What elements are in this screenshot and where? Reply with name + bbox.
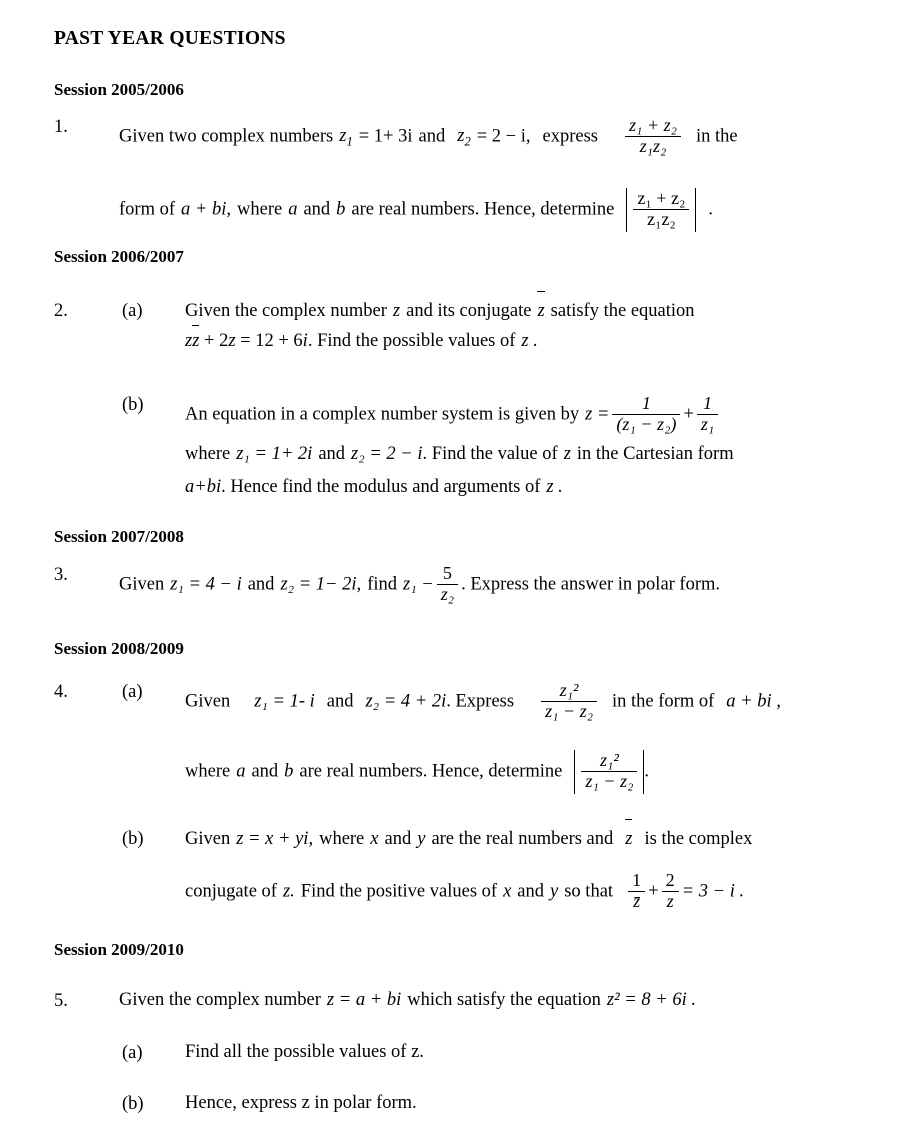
question-4-number: 4. bbox=[54, 682, 68, 702]
q4a-and-2: and bbox=[251, 761, 279, 782]
q3-expr-lhs: z₁ − bbox=[403, 574, 434, 595]
question-2a-line-2 bbox=[185, 331, 538, 351]
q2b-fraction-1 bbox=[612, 394, 680, 434]
q1-text-c: express bbox=[542, 126, 598, 147]
q4b-var-y: y bbox=[417, 829, 426, 849]
q4a-given: Given bbox=[185, 691, 231, 712]
q4b-fraction-1 bbox=[628, 871, 645, 911]
q4a-mod-den: z₁ − z₂ bbox=[581, 771, 637, 792]
q4a-fraction bbox=[541, 681, 597, 721]
q4a-frac-num: z₁² bbox=[559, 680, 579, 700]
q3-frac-num: 5 bbox=[442, 563, 452, 583]
q3-z1: z₁ = 4 − i bbox=[170, 574, 242, 595]
q2b-text-e: z . bbox=[546, 477, 563, 497]
question-2b-line-1 bbox=[185, 395, 721, 435]
question-1-line-1 bbox=[119, 117, 738, 157]
q4a-var-a: a bbox=[236, 761, 246, 782]
q4a-mod-num: z₁² bbox=[600, 750, 619, 770]
q4b-text-d: are the real numbers and bbox=[431, 829, 614, 849]
q2b-plus: + bbox=[683, 404, 694, 425]
session-heading-2007: Session 2007/2008 bbox=[54, 527, 184, 546]
question-2b-label: (b) bbox=[122, 395, 144, 415]
q2b-fraction-2 bbox=[697, 394, 718, 434]
question-4a-line-1 bbox=[185, 682, 781, 722]
q1-l2-b: where bbox=[237, 199, 283, 220]
q2a-text-a: Given the complex number bbox=[185, 301, 387, 321]
q1-text-b: and bbox=[418, 126, 446, 147]
question-4a-line-2 bbox=[185, 750, 649, 794]
q2b-frac2-den: z₁ bbox=[697, 414, 718, 435]
q1-frac-denominator: z₁z₂ bbox=[625, 136, 681, 157]
q1-l2-a: form of bbox=[119, 199, 175, 220]
question-2a-line-1 bbox=[185, 301, 695, 321]
q4b-and: and bbox=[384, 829, 412, 849]
q4b-frac1-num: 1 bbox=[632, 870, 642, 890]
q1-l2-c: and bbox=[303, 199, 331, 220]
question-2b-line-3 bbox=[185, 478, 563, 497]
q4a-var-b: b bbox=[284, 761, 294, 782]
q4b-frac2-den: z bbox=[662, 891, 679, 912]
q1-l2-var-a: a bbox=[288, 199, 298, 220]
question-4b-label: (b) bbox=[122, 829, 144, 849]
q2a-text-d: . Find the possible values of bbox=[307, 331, 516, 351]
q1-z2: $z_2$ bbox=[457, 126, 471, 149]
q4b-given: Given bbox=[185, 829, 231, 849]
q2b-z: z bbox=[563, 444, 571, 464]
q1-mod-numerator: z₁ + z₂ bbox=[637, 188, 686, 208]
question-5b-text: Hence, express z in polar form. bbox=[185, 1093, 417, 1113]
question-2b-line-2 bbox=[185, 445, 734, 464]
q2b-frac1-num: 1 bbox=[641, 393, 651, 413]
q1-text-d: in the bbox=[695, 126, 738, 147]
q5-text-a: Given the complex number bbox=[119, 990, 321, 1010]
q2a-z-conjugate: z bbox=[537, 301, 545, 321]
question-5-number: 5. bbox=[54, 991, 68, 1011]
q3-and: and bbox=[247, 574, 275, 595]
q4b-var-x: x bbox=[370, 829, 379, 849]
q1-mod-denominator: z₁z₂ bbox=[633, 209, 689, 230]
question-1-number: 1. bbox=[54, 117, 68, 137]
question-5b-label: (b) bbox=[122, 1094, 144, 1114]
q3-text-tail: . Express the answer in polar form. bbox=[461, 574, 721, 595]
q4a-form: a + bi , bbox=[726, 691, 781, 712]
q2a-equation: zz + 2z = 12 + 6i bbox=[185, 331, 308, 351]
q1-frac-numerator: z₁ + z₂ bbox=[628, 115, 677, 135]
session-heading-2005: Session 2005/2006 bbox=[54, 80, 184, 99]
q4b-text-e: is the complex bbox=[644, 829, 753, 849]
q4b-so-that: so that bbox=[564, 881, 614, 902]
q2b-frac2-num: 1 bbox=[703, 393, 713, 413]
question-2a-label: (a) bbox=[122, 301, 143, 321]
q2b-z1: z₁ = 1+ 2i bbox=[236, 444, 313, 464]
q5-z: z = a + bi bbox=[326, 990, 402, 1010]
q4a-period: . bbox=[644, 761, 649, 782]
q2b-z2: z₂ = 2 − i bbox=[351, 444, 423, 464]
q2a-text-c: satisfy the equation bbox=[550, 301, 695, 321]
q3-z2: z₂ = 1− 2i, bbox=[280, 574, 362, 595]
q5-text-b: which satisfy the equation bbox=[407, 990, 601, 1010]
q4b-plus: + bbox=[648, 881, 659, 902]
q4a-express: . Express bbox=[446, 691, 515, 712]
question-5-line-1 bbox=[119, 991, 696, 1010]
q2b-text-d: . Hence find the modulus and arguments of bbox=[221, 477, 541, 497]
q4b-fraction-2 bbox=[662, 871, 679, 911]
q4b-z: z. bbox=[282, 881, 295, 902]
q2a-z: z bbox=[392, 301, 401, 321]
session-heading-2008: Session 2008/2009 bbox=[54, 639, 184, 658]
q4b-z-conjugate: z bbox=[625, 829, 633, 849]
q1-l2-expr: a + bi, bbox=[181, 199, 231, 220]
q1-modulus bbox=[626, 188, 696, 232]
q4a-z2: z₂ = 4 + 2i bbox=[365, 691, 447, 712]
question-2-number: 2. bbox=[54, 301, 68, 321]
q4b-conj-of: conjugate of bbox=[185, 881, 277, 902]
question-4a-label: (a) bbox=[122, 682, 143, 702]
q1-l2-period: . bbox=[708, 199, 714, 220]
q3-given: Given bbox=[119, 574, 165, 595]
q3-find: find bbox=[367, 574, 397, 595]
q1-l2-var-b: b bbox=[336, 199, 346, 220]
q4a-where: where bbox=[185, 761, 231, 782]
cutoff-top-text bbox=[612, 0, 912, 10]
session-heading-2006: Session 2006/2007 bbox=[54, 247, 184, 266]
question-4b-line-1 bbox=[185, 829, 752, 849]
q4a-tail: in the form of bbox=[612, 691, 715, 712]
q4a-z1: z₁ = 1- i bbox=[254, 691, 315, 712]
q4b-rhs: = 3 − i . bbox=[681, 881, 745, 902]
q2b-frac1-den: (z₁ − z₂) bbox=[612, 414, 680, 435]
q4b-text-f: Find the positive values of bbox=[300, 881, 498, 902]
question-3-number: 3. bbox=[54, 565, 68, 585]
q1-z1: $z_1$ bbox=[339, 126, 353, 149]
q4b-var-y2: y bbox=[550, 881, 559, 902]
q3-fraction bbox=[437, 564, 458, 604]
q2b-eq-lhs: z = bbox=[585, 404, 610, 425]
q1-z2-value: = 2 − i, bbox=[476, 126, 531, 147]
q1-z1-value: = 1+ 3i bbox=[358, 126, 413, 147]
q4a-and: and bbox=[326, 691, 354, 712]
q4b-frac1-den: z̄ bbox=[628, 891, 645, 912]
q4b-var-x2: x bbox=[503, 881, 512, 902]
q4a-modulus bbox=[574, 750, 644, 794]
page-title: PAST YEAR QUESTIONS bbox=[54, 28, 286, 49]
question-5a-label: (a) bbox=[122, 1043, 143, 1063]
q4b-zxy: z = x + yi, bbox=[236, 829, 314, 849]
q1-text-a: Given two complex numbers bbox=[119, 126, 334, 147]
q1-fraction bbox=[625, 116, 681, 156]
session-heading-2009: Session 2009/2010 bbox=[54, 940, 184, 959]
question-4b-line-2 bbox=[185, 872, 744, 912]
q2b-text-a: An equation in a complex number system is given by bbox=[185, 404, 580, 425]
q2b-where: where bbox=[185, 444, 231, 464]
q4b-and-2: and bbox=[517, 881, 545, 902]
q2a-text-b: and its conjugate bbox=[406, 301, 532, 321]
q4a-frac-den: z₁ − z₂ bbox=[541, 701, 597, 722]
q4b-frac2-num: 2 bbox=[665, 870, 675, 890]
q2a-text-e: z . bbox=[521, 331, 538, 351]
question-1-line-2 bbox=[119, 188, 713, 232]
q2b-text-c: in the Cartesian form bbox=[576, 444, 734, 464]
q2b-and: and bbox=[318, 444, 346, 464]
question-3-line-1 bbox=[119, 565, 720, 605]
q3-frac-den: z₂ bbox=[437, 584, 458, 605]
q2b-abi: a+bi bbox=[185, 477, 222, 497]
q4b-where: where bbox=[319, 829, 365, 849]
q4a-text-b: are real numbers. Hence, determine bbox=[299, 761, 563, 782]
q2b-text-b: . Find the value of bbox=[422, 444, 558, 464]
q1-l2-d: are real numbers. Hence, determine bbox=[351, 199, 615, 220]
question-5a-text: Find all the possible values of z. bbox=[185, 1042, 424, 1062]
q5-equation: z² = 8 + 6i . bbox=[606, 990, 697, 1010]
